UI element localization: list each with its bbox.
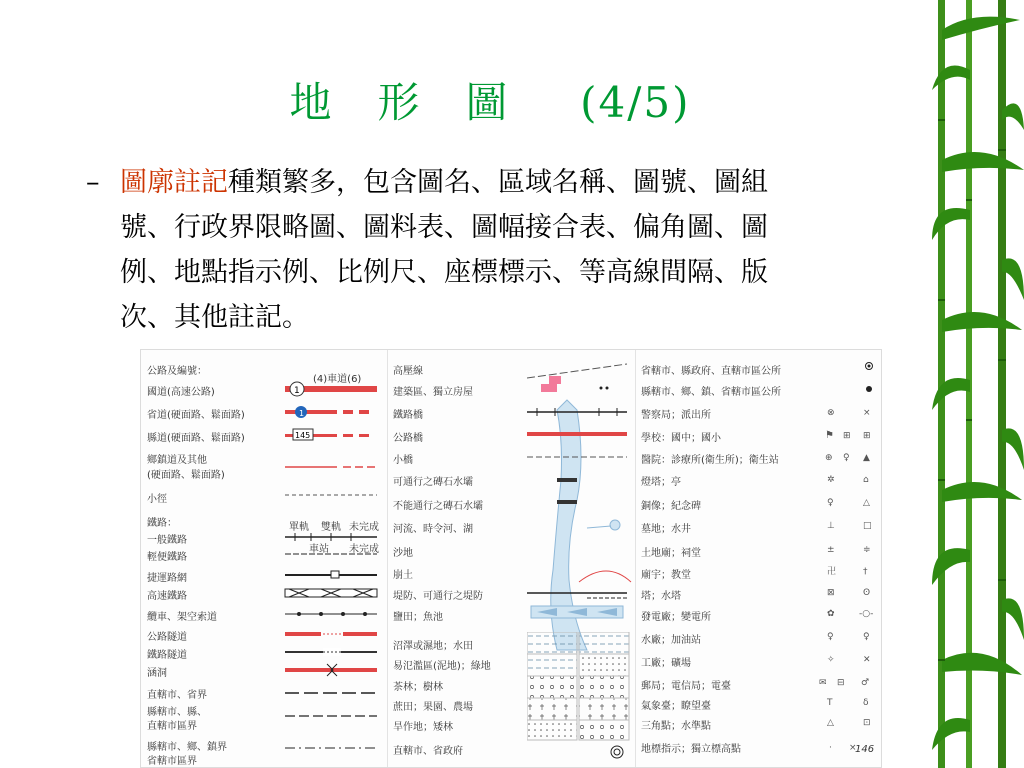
bullet-item [86, 160, 946, 340]
legend-label: 鐵路： [147, 518, 177, 529]
svg-text:⊕: ⊕ [825, 453, 833, 463]
legend-label: 堤防、可通行之堤防 [393, 591, 483, 602]
svg-text:⊟: ⊟ [837, 678, 845, 688]
svg-text:♀: ♀ [827, 498, 834, 508]
road-lane-header: (4)車道(6) [313, 374, 362, 385]
legend-label: 沙地 [393, 548, 413, 559]
legend-label: 省轄市區界 [147, 756, 197, 767]
bullet-line-3: 例、地點指示例、比例尺、座標標示、等高線間隔、版 [120, 257, 768, 288]
bullet-paragraph [120, 160, 946, 340]
legend-label: 一般鐵路 [147, 535, 187, 546]
legend-label: 墓地；水井 [641, 524, 691, 535]
legend-column-features [387, 350, 636, 768]
landcover-patterns [527, 632, 633, 742]
rail-header-double: 雙軌 [321, 522, 341, 533]
legend-label: 鐵路隧道 [147, 650, 187, 661]
legend-label: 塔；水塔 [641, 591, 681, 602]
svg-text:▲: ▲ [863, 453, 870, 463]
legend-label: 捷運路網 [147, 573, 187, 584]
svg-text:□: □ [863, 521, 872, 531]
rail-header-unfinished: 未完成 [349, 522, 379, 533]
svg-text:⌂: ⌂ [863, 475, 869, 485]
legend-label: 土地廟；祠堂 [641, 548, 701, 559]
bullet-dash: – [86, 167, 100, 198]
legend-label: 國道(高速公路) [147, 387, 215, 398]
legend-label: 河流、時令河、湖 [393, 524, 473, 535]
legend-label: 公路橋 [393, 433, 423, 444]
svg-text:△: △ [827, 718, 834, 728]
svg-text:⊗: ⊗ [827, 408, 835, 418]
legend-label: 鄉鎮道及其他 [147, 455, 207, 466]
legend-label: 直轄市、省政府 [393, 746, 463, 757]
title-main: 地 形 圖 [289, 78, 510, 127]
svg-text:✕: ✕ [863, 655, 871, 665]
legend-label: 纜車、架空索道 [147, 612, 217, 623]
legend-label: 水廠；加油站 [641, 635, 701, 646]
svg-text:≑: ≑ [863, 545, 871, 555]
legend-column-roads [141, 350, 388, 768]
legend-label: 三角點；水準點 [641, 721, 711, 732]
legend-label: 建築區、獨立房屋 [393, 387, 473, 398]
svg-text:⊞: ⊞ [863, 431, 871, 441]
legend-label: 公路及編號： [147, 366, 207, 377]
bullet-line-4: 次、其他註記。 [120, 302, 309, 333]
svg-text:δ: δ [863, 698, 869, 708]
legend-label: 可通行之磚石水壩 [393, 477, 473, 488]
svg-text:♀: ♀ [843, 453, 850, 463]
legend-label: 地標指示；獨立標高點 [641, 744, 741, 755]
legend-label: (硬面路、鬆面路) [147, 470, 225, 481]
title-part: (4/5) [580, 78, 691, 127]
svg-text:✉: ✉ [819, 678, 827, 688]
province-number: 1 [299, 409, 305, 418]
highway-number: 1 [294, 386, 300, 396]
svg-text:♀: ♀ [827, 632, 834, 642]
map-legend-image [140, 349, 882, 768]
rail-header-single: 單軌 [289, 522, 309, 533]
legend-label: 縣轄市、鄉、鎮、省轄市區公所 [641, 387, 781, 398]
bullet-line-1: 種類繁多，包含圖名、區域名稱、圖號、圖組 [228, 167, 768, 198]
legend-label: 直轄市區界 [147, 721, 197, 732]
svg-text:ʘ: ʘ [863, 588, 871, 598]
legend-label: 警察局；派出所 [641, 410, 711, 421]
legend-label: 小徑 [147, 494, 167, 505]
legend-label: 不能通行之磚石水壩 [393, 501, 483, 512]
bullet-line-2: 號、行政界限略圖、圖料表、圖幅接合表、偏角圖、圖 [120, 212, 768, 243]
svg-text:卍: 卍 [827, 567, 837, 577]
spot-height-value: 146 [855, 744, 875, 755]
legend-label: 蔗田；果園、農場 [393, 702, 473, 713]
svg-text:△: △ [863, 498, 870, 508]
legend-label: 鹽田；魚池 [393, 612, 443, 623]
legend-label: 茶林；樹林 [393, 682, 443, 693]
svg-text:⚑: ⚑ [825, 430, 834, 441]
bullet-highlight: 圖廓註記 [120, 167, 228, 198]
svg-text:⊞: ⊞ [843, 431, 851, 441]
legend-label: 縣轄市、鄉、鎮界 [147, 742, 227, 753]
road-symbols [281, 350, 385, 768]
svg-text:·: · [829, 743, 832, 753]
legend-label: 高速鐵路 [147, 591, 187, 602]
svg-text:T: T [827, 698, 833, 708]
svg-text:✧: ✧ [827, 655, 835, 665]
svg-text:⊥: ⊥ [827, 521, 835, 531]
legend-label: 醫院：診療所(衛生所)；衛生站 [641, 455, 779, 466]
legend-label: 縣轄市、縣、 [147, 707, 207, 718]
svg-text:±: ± [827, 545, 835, 555]
legend-label: 小橋 [393, 455, 413, 466]
legend-label: 沼澤或濕地；水田 [393, 641, 473, 652]
rail-sub-unfinished: 未完成 [349, 544, 379, 555]
svg-text:-○-: -○- [859, 609, 874, 619]
svg-text:⊠: ⊠ [827, 588, 835, 598]
legend-label: 學校：國中；國小 [641, 433, 721, 444]
legend-label: 公路隧道 [147, 632, 187, 643]
svg-text:×: × [849, 743, 857, 753]
slide-title [0, 70, 980, 130]
svg-text:⊡: ⊡ [863, 718, 871, 728]
rail-sub-station: 車站 [309, 544, 329, 555]
legend-label: 涵洞 [147, 668, 167, 679]
svg-text:♀: ♀ [863, 632, 870, 642]
svg-text:✿: ✿ [827, 609, 835, 619]
legend-label: 省轄市、縣政府、直轄市區公所 [641, 366, 781, 377]
legend-label: 直轄市、省界 [147, 690, 207, 701]
legend-label: 高壓線 [393, 366, 423, 377]
legend-label: 省道(硬面路、鬆面路) [147, 410, 245, 421]
legend-label: 鐵路橋 [393, 410, 423, 421]
legend-label: 廟宇；教堂 [641, 570, 691, 581]
capital-government-icon [607, 742, 627, 762]
svg-text:✲: ✲ [827, 475, 835, 485]
legend-label: 崩土 [393, 570, 413, 581]
legend-label: 縣道(硬面路、鬆面路) [147, 433, 245, 444]
legend-label: 工廠；礦場 [641, 658, 691, 669]
legend-label: 輕便鐵路 [147, 552, 187, 563]
svg-text:♂: ♂ [861, 678, 870, 688]
legend-label: 易氾濫區(泥地)；綠地 [393, 661, 491, 672]
svg-text:†: † [863, 567, 868, 577]
county-number: 145 [295, 431, 311, 440]
svg-text:×: × [863, 408, 871, 418]
legend-label: 銅像；紀念碑 [641, 501, 701, 512]
legend-label: 氣象臺；瞭望臺 [641, 701, 711, 712]
legend-column-landmarks [635, 350, 882, 768]
legend-label: 發電廠；變電所 [641, 612, 711, 623]
legend-label: 郵局；電信局；電臺 [641, 681, 731, 692]
legend-label: 燈塔；亭 [641, 477, 681, 488]
landmark-symbols [815, 350, 881, 768]
legend-label: 旱作地；矮林 [393, 722, 453, 733]
